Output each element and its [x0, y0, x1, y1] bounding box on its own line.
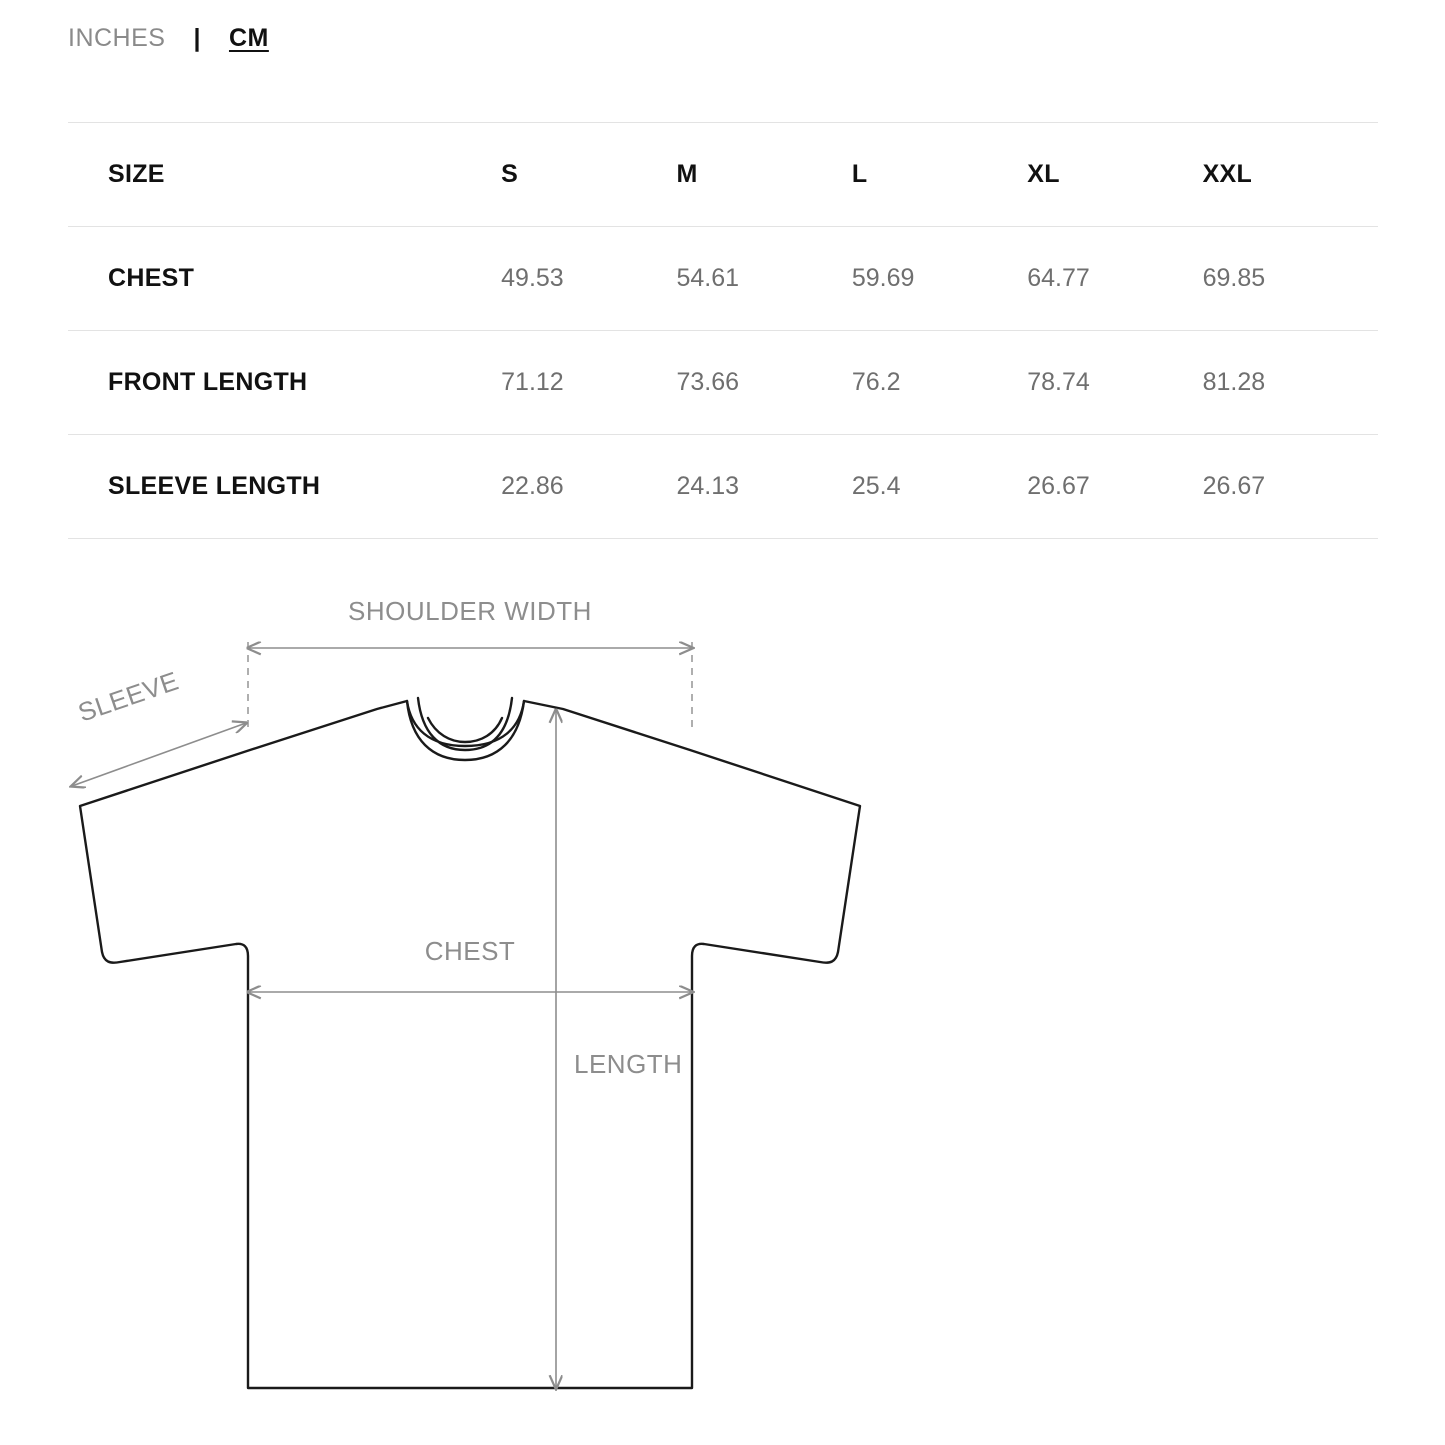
column-header-size: SIZE — [108, 160, 165, 188]
table-row — [68, 227, 1378, 331]
table-row — [68, 435, 1378, 539]
table-row — [68, 331, 1378, 435]
tshirt-outline-shape — [80, 698, 860, 1388]
cell-chest-s: 49.53 — [501, 264, 564, 292]
sleeve-label: SLEEVE — [74, 665, 183, 728]
cell-sleeve-length-l: 25.4 — [851, 472, 901, 500]
cell-sleeve-length-xxl: 26.67 — [1202, 472, 1266, 500]
column-header-xxl: XXL — [1202, 160, 1253, 188]
cell-front-length-l: 76.2 — [851, 368, 901, 396]
cell-sleeve-length-m: 24.13 — [676, 472, 740, 500]
size-measurements-table — [68, 122, 1378, 539]
tshirt-measurement-diagram — [40, 570, 920, 1400]
shoulder-width-dimension — [248, 596, 692, 730]
unit-cm-option[interactable]: CM — [228, 24, 269, 52]
cell-chest-m: 54.61 — [676, 264, 740, 292]
row-label-front-length: FRONT LENGTH — [108, 368, 308, 396]
length-label: LENGTH — [574, 1049, 683, 1079]
shoulder-width-label: SHOULDER WIDTH — [348, 596, 592, 626]
unit-inches-option[interactable]: INCHES — [68, 24, 166, 52]
cell-chest-xl: 64.77 — [1027, 264, 1090, 292]
cell-chest-l: 59.69 — [851, 264, 915, 292]
cell-front-length-xxl: 81.28 — [1202, 368, 1266, 396]
cell-front-length-xl: 78.74 — [1027, 368, 1090, 396]
column-header-s: S — [501, 160, 519, 188]
table-header-row — [68, 123, 1378, 227]
cell-sleeve-length-xl: 26.67 — [1027, 472, 1090, 500]
chest-label: CHEST — [424, 936, 516, 966]
row-label-sleeve-length: SLEEVE LENGTH — [108, 472, 321, 500]
cell-chest-xxl: 69.85 — [1202, 264, 1266, 292]
cell-front-length-s: 71.12 — [501, 368, 564, 396]
column-header-xl: XL — [1027, 160, 1060, 188]
cell-sleeve-length-s: 22.86 — [501, 472, 564, 500]
column-header-l: L — [851, 160, 868, 188]
unit-separator: | — [193, 24, 201, 52]
cell-front-length-m: 73.66 — [676, 368, 740, 396]
row-label-chest: CHEST — [108, 264, 195, 292]
column-header-m: M — [676, 160, 698, 188]
unit-toggle — [68, 24, 269, 53]
